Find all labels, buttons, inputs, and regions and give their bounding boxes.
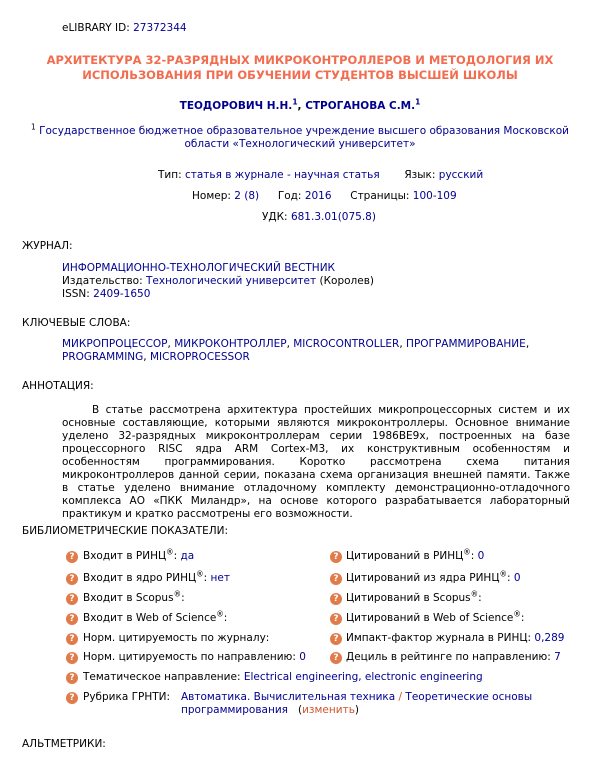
journal-block (62, 262, 374, 301)
biblio-rinc: Входит в РИНЦ®: да (83, 547, 195, 562)
elibrary-id-value: 27372344 (133, 22, 187, 34)
annotation-heading: АННОТАЦИЯ: (22, 380, 94, 392)
help-icon[interactable]: ? (66, 593, 78, 605)
article-title-line1: АРХИТЕКТУРА 32-РАЗРЯДНЫХ МИКРОКОНТРОЛЛЕРОВ И МЕТОДОЛОГИЯ ИХ (46, 53, 554, 67)
biblio-scopus: Входит в Scopus®: (83, 589, 185, 604)
affiliation-line2[interactable]: области «Технологический университет» (184, 138, 416, 150)
publisher-link[interactable]: Технологический университет (146, 275, 317, 287)
elibrary-id-label: eLIBRARY ID: (62, 22, 130, 34)
rubric-link[interactable]: программирования (181, 704, 288, 716)
help-icon[interactable]: ? (66, 652, 78, 664)
udk-label: УДК: (262, 211, 288, 223)
udk-value: 681.3.01(075.8) (290, 211, 376, 223)
topic-row (83, 671, 483, 684)
num-value[interactable]: 2 (8) (234, 190, 260, 202)
issn-label: ISSN: (62, 288, 90, 300)
biblio-cit-core: Цитирований из ядра РИНЦ®: 0 (346, 569, 521, 584)
article-type-row (158, 169, 483, 182)
affiliation (0, 122, 600, 138)
rubric-link[interactable]: Автоматика. Вычислительная техника (181, 691, 396, 703)
pages-value: 100-109 (412, 190, 457, 202)
year-label: Год: (277, 190, 302, 202)
help-icon[interactable]: ? (66, 672, 78, 684)
help-icon[interactable]: ? (66, 551, 78, 563)
biblio-wos: Входит в Web of Science®: (83, 609, 228, 624)
issn-value: 2409-1650 (93, 288, 151, 300)
biblio-norm-field: Норм. цитируемость по направлению: 0 (83, 651, 306, 663)
help-icon[interactable]: ? (66, 692, 78, 704)
issue-row (192, 190, 457, 203)
topic-link[interactable]: Electrical engineering, electronic engineering (243, 671, 483, 683)
help-icon[interactable]: ? (330, 613, 342, 625)
author-affil-sup: 1 (415, 97, 421, 107)
biblio-decile: Дециль в рейтинге по направлению: 7 (346, 651, 561, 663)
rubric-link[interactable]: Теоретические основы (405, 691, 533, 703)
keywords-list: МИКРОПРОЦЕССОР, МИКРОКОНТРОЛЛЕР, MICROCONTROLLER, ПРОГРАММИРОВАНИЕ, PROGRAMMING, MICROPROCESSOR (62, 338, 530, 363)
keywords-heading: КЛЮЧЕВЫЕ СЛОВА: (22, 317, 131, 329)
elibrary-id (62, 22, 187, 35)
help-icon[interactable]: ? (66, 573, 78, 585)
author-link[interactable]: ТЕОДОРОВИЧ Н.Н. (179, 100, 293, 112)
help-icon[interactable]: ? (330, 593, 342, 605)
help-icon[interactable]: ? (330, 551, 342, 563)
help-icon[interactable]: ? (66, 633, 78, 645)
type-value: статья в журнале - научная статья (184, 169, 380, 181)
change-link[interactable]: изменить (302, 704, 355, 716)
author-affil-sup: 1 (292, 97, 298, 107)
publisher-label: Издательство: (62, 275, 143, 287)
topic-label: Тематическое направление: (83, 671, 241, 683)
lang-label: Язык: (404, 169, 436, 181)
article-title (0, 53, 600, 83)
keyword-link[interactable]: ПРОГРАММИРОВАНИЕ (406, 338, 526, 350)
keyword-link[interactable]: PROGRAMMING (62, 351, 144, 363)
help-icon[interactable]: ? (330, 573, 342, 585)
udk-row (262, 211, 376, 224)
biblio-norm-journal: Норм. цитируемость по журналу: (83, 632, 270, 644)
year-value: 2016 (304, 190, 332, 202)
annotation-text: В статье рассмотрена архитектура простейших микропроцессорных систем и их основные составляющие, которыми являются микроконтроллеры. Основное внимание уделено 32-разрядных микроконтроллерам серии 1986BE9x, построенных на базе процессорного RISC ядра ARM Cortex-M3, их конструктивным особенностям и особенностям программирования. Коротко рассмотрена схема питания микроконтроллеров данной серии, показана схема организация внешней памяти. Также в статье уделено внимание отладочному комплекту демонстрационно-отладочного комплекса АО «ПКК Миландр», на основе которого разрабатывается лабораторный практикум и кратко рассмотрены его возможности. (62, 404, 570, 520)
num-label: Номер: (192, 190, 231, 202)
biblio-impact: Импакт-фактор журнала в РИНЦ: 0,289 (346, 632, 565, 644)
affiliation-line1[interactable]: Государственное бюджетное образовательное учреждение высшего образования Московской (39, 125, 570, 137)
keyword-link[interactable]: МИКРОКОНТРОЛЛЕР (174, 338, 287, 350)
affiliation-line2-row (0, 138, 600, 151)
rubric-values: Автоматика. Вычислительная техника / Теоретические основы программирования (изменить) (181, 691, 533, 716)
help-icon[interactable]: ? (66, 613, 78, 625)
affiliation-num: 1 (30, 122, 36, 132)
keyword-link[interactable]: МИКРОПРОЦЕССОР (62, 338, 168, 350)
biblio-rinc-core: Входит в ядро РИНЦ®: нет (83, 569, 230, 584)
pages-label: Страницы: (350, 190, 410, 202)
article-title-line2: ИСПОЛЬЗОВАНИЯ ПРИ ОБУЧЕНИИ СТУДЕНТОВ ВЫСШЕЙ ШКОЛЫ (82, 68, 518, 82)
keyword-link[interactable]: MICROCONTROLLER (293, 338, 400, 350)
help-icon[interactable]: ? (330, 652, 342, 664)
biblio-heading: БИБЛИОМЕТРИЧЕСКИЕ ПОКАЗАТЕЛИ: (22, 525, 229, 537)
lang-value: русский (438, 169, 484, 181)
rubric-slash: / (398, 691, 403, 703)
journal-name-link[interactable]: ИНФОРМАЦИОННО-ТЕХНОЛОГИЧЕСКИЙ ВЕСТНИК (62, 262, 336, 274)
altmetrics-heading: АЛЬТМЕТРИКИ: (22, 738, 106, 750)
biblio-cit-scopus: Цитирований в Scopus®: (346, 589, 482, 604)
authors-line: ТЕОДОРОВИЧ Н.Н.$^1$, СТРОГАНОВА С.М.$^1$ (179, 97, 421, 112)
help-icon[interactable]: ? (330, 633, 342, 645)
keyword-link[interactable]: MICROPROCESSOR (149, 351, 250, 363)
biblio-cit-rinc: Цитирований в РИНЦ®: 0 (346, 547, 485, 562)
type-label: Тип: (158, 169, 182, 181)
biblio-cit-wos: Цитирований в Web of Science®: (346, 609, 525, 624)
rubric-label: Рубрика ГРНТИ: (83, 691, 171, 703)
author-link[interactable]: СТРОГАНОВА С.М. (305, 100, 416, 112)
journal-heading: ЖУРНАЛ: (22, 240, 73, 252)
publisher-city: (Королев) (319, 275, 374, 287)
